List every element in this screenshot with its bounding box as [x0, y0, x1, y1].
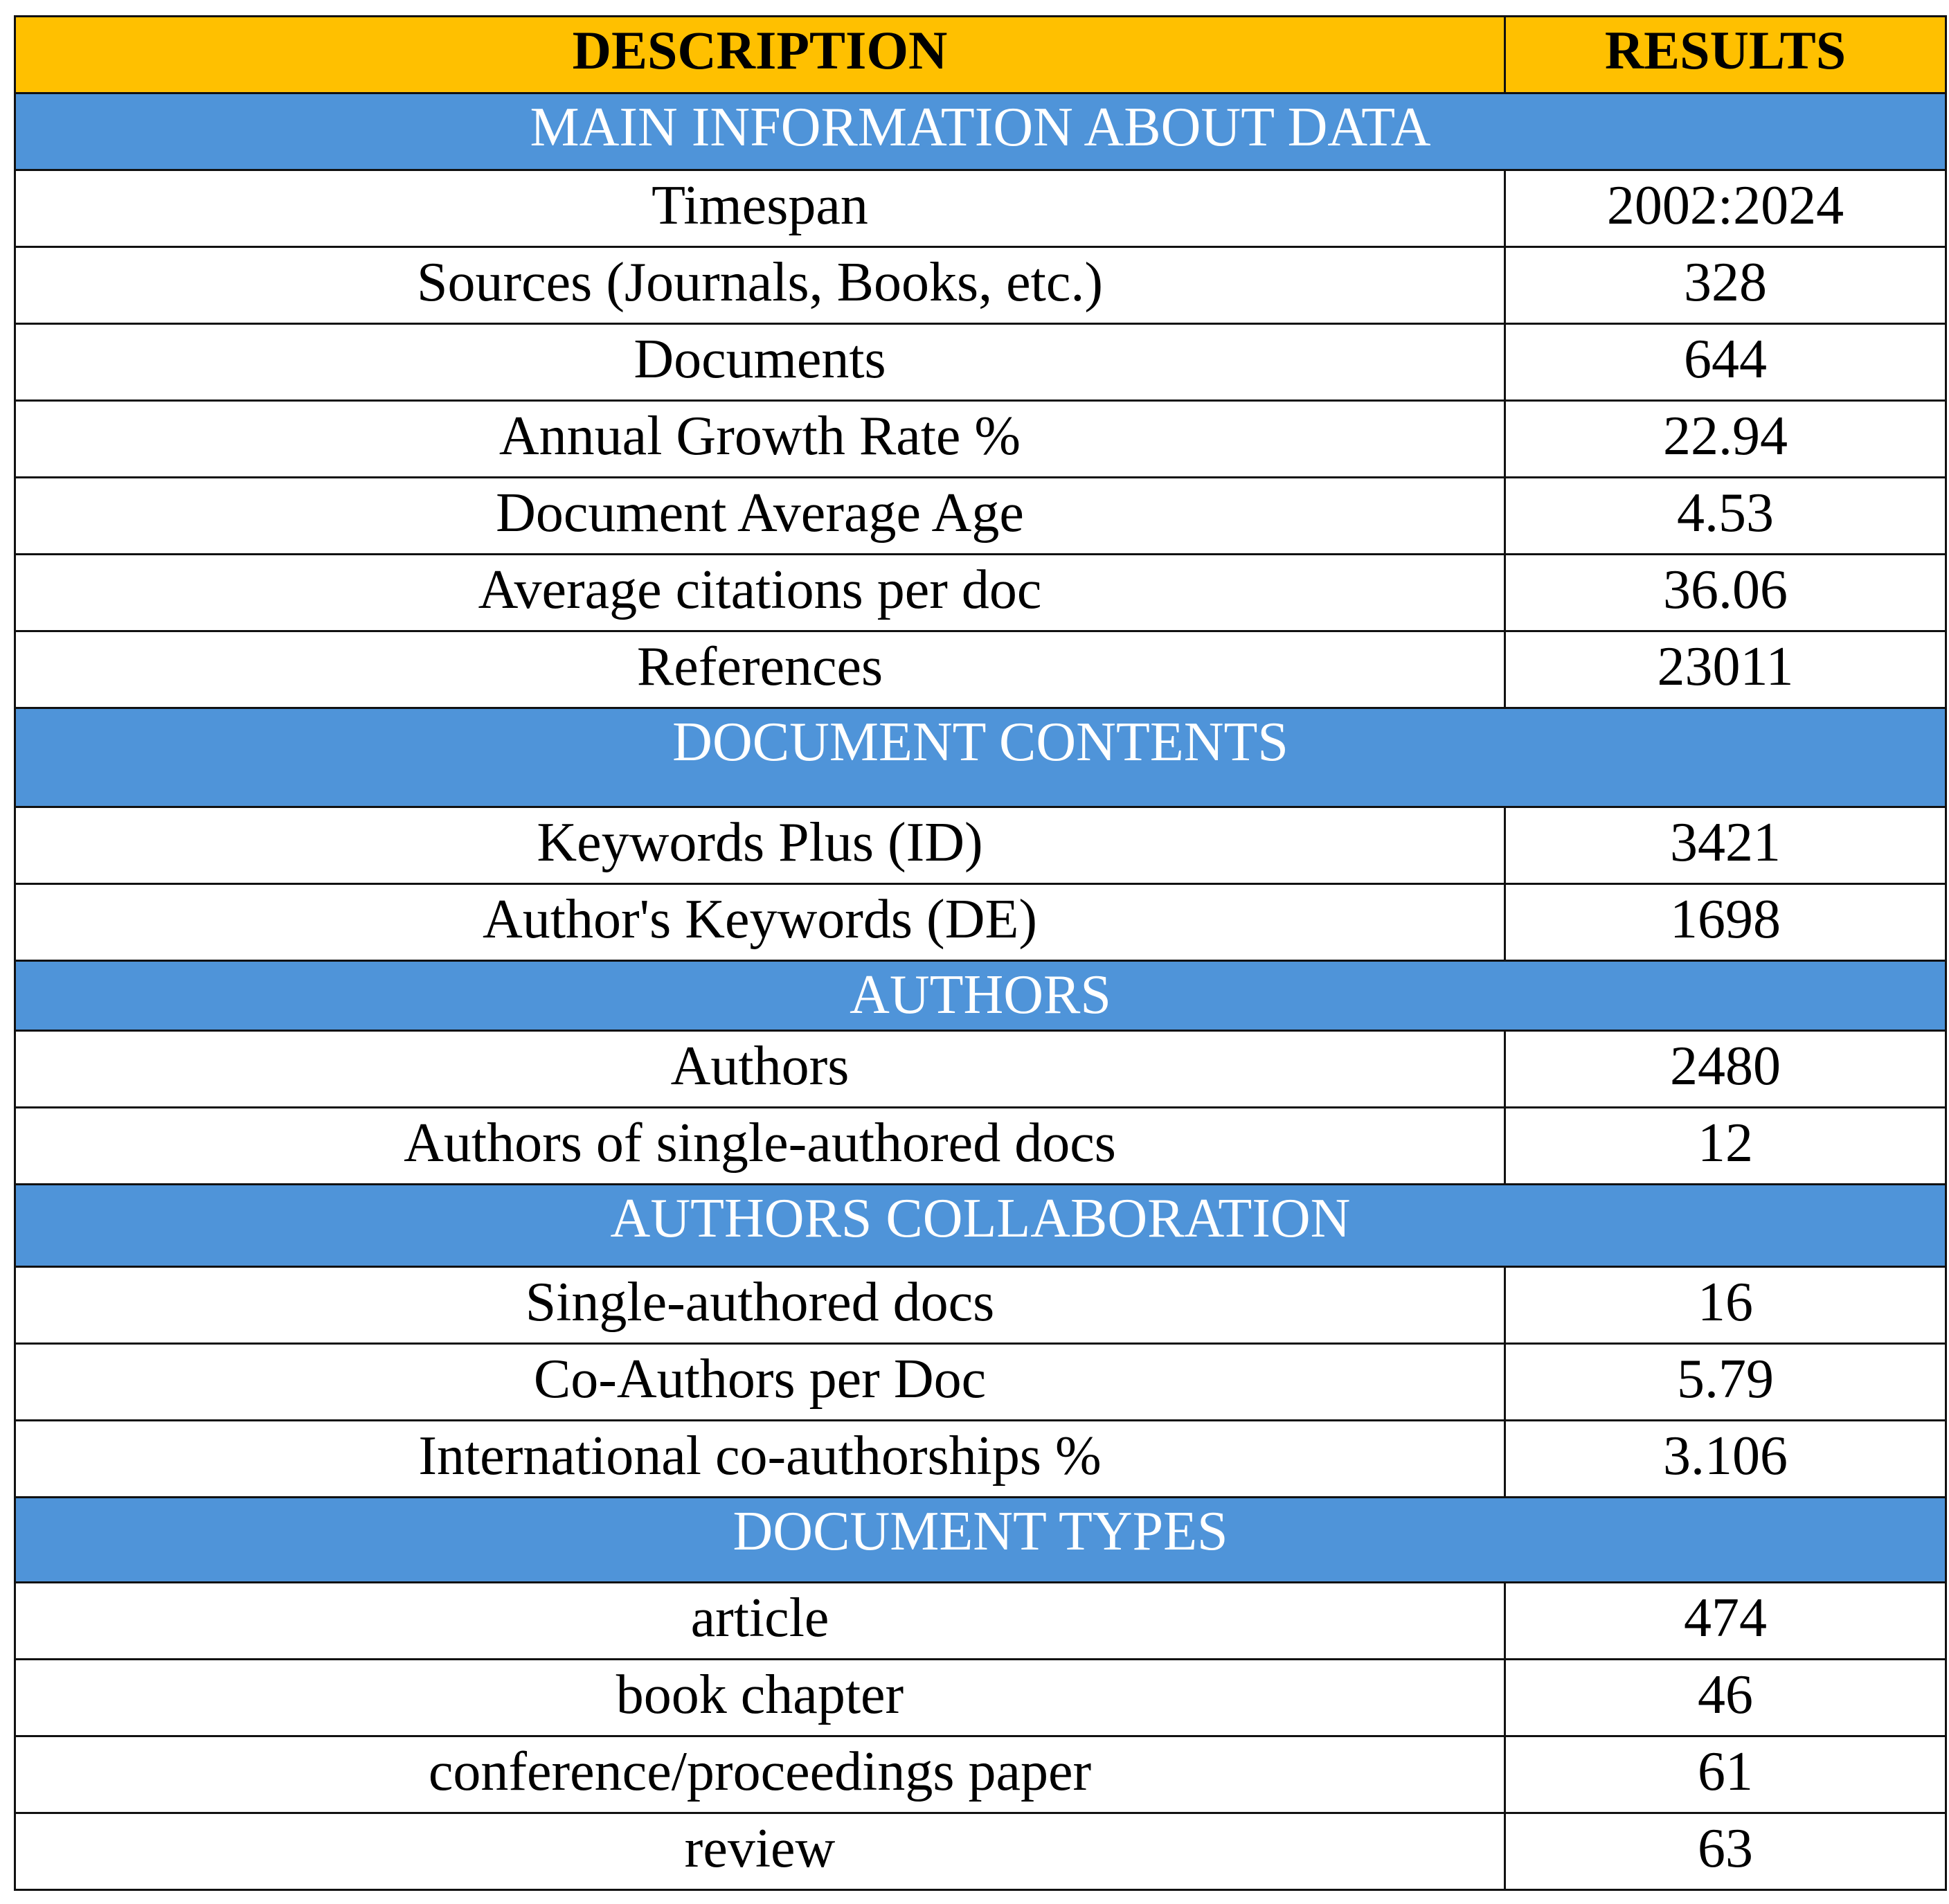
- header-description: DESCRIPTION: [15, 17, 1505, 93]
- table-row: [15, 1736, 1946, 1813]
- section-header-row: [15, 1498, 1946, 1583]
- section-header-row: [15, 93, 1946, 170]
- table-body: [15, 93, 1946, 1890]
- table-row: [15, 1421, 1946, 1498]
- row-value: 2480: [1505, 1031, 1946, 1108]
- row-value: 22.94: [1505, 401, 1946, 478]
- table-row: [15, 401, 1946, 478]
- row-label: Average citations per doc: [15, 555, 1505, 631]
- row-label: Document Average Age: [15, 478, 1505, 555]
- row-value: 23011: [1505, 631, 1946, 708]
- row-label: Documents: [15, 324, 1505, 401]
- table-row: [15, 324, 1946, 401]
- section-title: DOCUMENT CONTENTS: [15, 708, 1946, 807]
- row-value: 3.106: [1505, 1421, 1946, 1498]
- row-label: Keywords Plus (ID): [15, 807, 1505, 884]
- table-row: [15, 1583, 1946, 1660]
- row-value: 36.06: [1505, 555, 1946, 631]
- row-label: Annual Growth Rate %: [15, 401, 1505, 478]
- section-title: MAIN INFORMATION ABOUT DATA: [15, 93, 1946, 170]
- table-row: [15, 1660, 1946, 1736]
- summary-table: [14, 15, 1947, 1891]
- table-row: [15, 170, 1946, 247]
- row-label: Co-Authors per Doc: [15, 1344, 1505, 1421]
- row-label: Author's Keywords (DE): [15, 884, 1505, 961]
- table-row: [15, 807, 1946, 884]
- row-label: Sources (Journals, Books, etc.): [15, 247, 1505, 324]
- row-label: review: [15, 1813, 1505, 1890]
- row-value: 12: [1505, 1108, 1946, 1185]
- row-value: 5.79: [1505, 1344, 1946, 1421]
- table-row: [15, 631, 1946, 708]
- table-row: [15, 1813, 1946, 1890]
- row-value: 61: [1505, 1736, 1946, 1813]
- header-row: [15, 17, 1946, 93]
- section-title: AUTHORS COLLABORATION: [15, 1185, 1946, 1267]
- row-value: 328: [1505, 247, 1946, 324]
- table-row: [15, 1267, 1946, 1344]
- section-header-row: [15, 1185, 1946, 1267]
- row-value: 3421: [1505, 807, 1946, 884]
- row-label: Authors: [15, 1031, 1505, 1108]
- row-label: References: [15, 631, 1505, 708]
- table-row: [15, 247, 1946, 324]
- row-value: 474: [1505, 1583, 1946, 1660]
- row-label: International co-authorships %: [15, 1421, 1505, 1498]
- row-label: Timespan: [15, 170, 1505, 247]
- row-label: article: [15, 1583, 1505, 1660]
- table-row: [15, 1108, 1946, 1185]
- row-value: 4.53: [1505, 478, 1946, 555]
- row-value: 16: [1505, 1267, 1946, 1344]
- row-label: book chapter: [15, 1660, 1505, 1736]
- section-title: AUTHORS: [15, 961, 1946, 1031]
- row-value: 46: [1505, 1660, 1946, 1736]
- row-value: 1698: [1505, 884, 1946, 961]
- row-label: Authors of single-authored docs: [15, 1108, 1505, 1185]
- row-value: 2002:2024: [1505, 170, 1946, 247]
- row-label: Single-authored docs: [15, 1267, 1505, 1344]
- table-row: [15, 1031, 1946, 1108]
- table-row: [15, 555, 1946, 631]
- row-label: conference/proceedings paper: [15, 1736, 1505, 1813]
- row-value: 63: [1505, 1813, 1946, 1890]
- table-row: [15, 1344, 1946, 1421]
- row-value: 644: [1505, 324, 1946, 401]
- section-header-row: [15, 961, 1946, 1031]
- table-row: [15, 478, 1946, 555]
- table-row: [15, 884, 1946, 961]
- section-title: DOCUMENT TYPES: [15, 1498, 1946, 1583]
- header-results: RESULTS: [1505, 17, 1946, 93]
- section-header-row: [15, 708, 1946, 807]
